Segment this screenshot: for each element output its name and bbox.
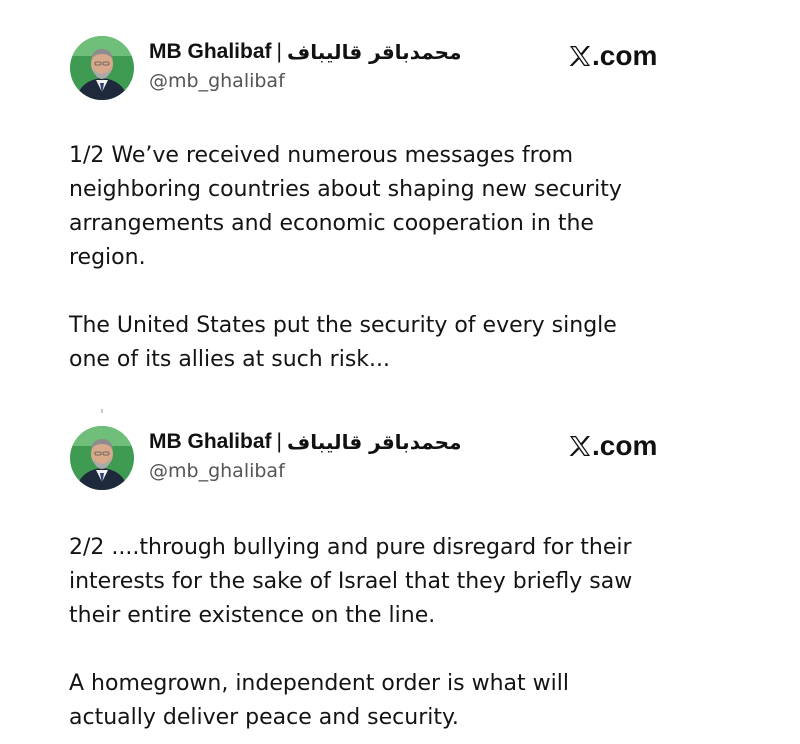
x-logo-icon: [569, 44, 591, 68]
x-logo-icon: [569, 434, 591, 458]
tweet-paragraph: 2/2 ....through bullying and pure disregard for their interests for the sake of Israel that they briefly saw their entire existence on the line.: [69, 535, 633, 628]
tweet-paragraph: The United States put the security of every single one of its allies at such risk...: [69, 313, 617, 372]
source-domain: .com: [592, 40, 658, 71]
name-separator: |: [276, 40, 282, 63]
tweet-text: [69, 139, 749, 377]
author-name[interactable]: MB Ghalibaf: [149, 40, 272, 63]
author-name-row[interactable]: [149, 39, 461, 65]
name-separator: |: [276, 430, 282, 453]
source-domain: .com: [592, 430, 658, 461]
author-name-row[interactable]: [149, 429, 461, 455]
author-name-arabic[interactable]: محمدباقر قالیباف: [286, 430, 462, 454]
divider-mark: [101, 409, 103, 413]
author-name-arabic[interactable]: محمدباقر قالیباف: [286, 40, 462, 64]
tweet-paragraph: A homegrown, independent order is what will actually deliver peace and security.: [69, 671, 569, 730]
avatar[interactable]: [70, 426, 134, 490]
profile-photo-icon: [70, 36, 134, 100]
tweet-paragraph: 1/2 We’ve received numerous messages from neighboring countries about shaping new security arrangements and economic cooperation in the region.: [69, 143, 622, 270]
author-handle[interactable]: @mb_ghalibaf: [149, 70, 285, 92]
tweet-text: [69, 531, 749, 735]
author-name[interactable]: MB Ghalibaf: [149, 430, 272, 453]
source-label: [569, 40, 657, 72]
avatar[interactable]: [70, 36, 134, 100]
author-handle[interactable]: @mb_ghalibaf: [149, 460, 285, 482]
profile-photo-icon: [70, 426, 134, 490]
source-label: [569, 430, 657, 462]
